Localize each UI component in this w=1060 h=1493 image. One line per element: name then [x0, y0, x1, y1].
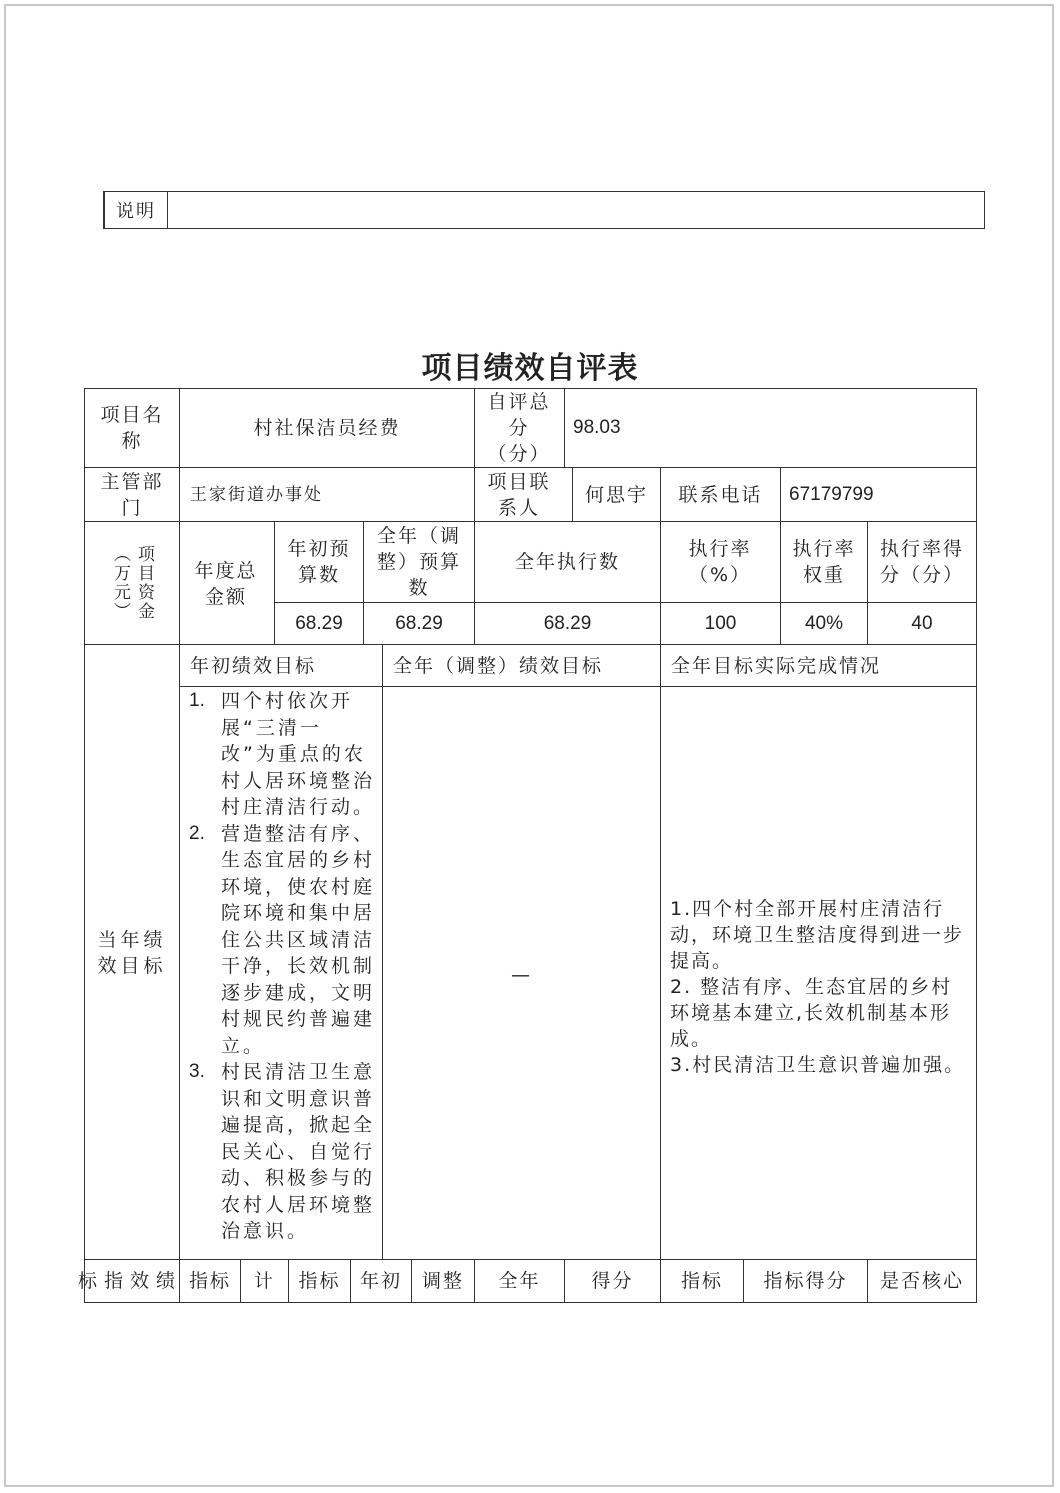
goals-actual-header: 全年目标实际完成情况: [671, 654, 882, 677]
actual-line: 2. 整洁有序、生态宜居的乡村环境基本建立,长效机制基本形成。: [670, 976, 953, 1050]
indicator-col-6: 全年: [498, 1270, 541, 1292]
indicator-col-2: 计: [253, 1270, 275, 1292]
funds-executed-label: 全年执行数: [514, 551, 620, 573]
project-name: 村社保洁员经费: [253, 417, 401, 439]
actual-line: 1.四个村全部开展村庄清洁行动，环境卫生整洁度得到进一步提高。: [670, 898, 965, 972]
phone-value: 67179799: [789, 483, 874, 505]
initial-goals-list: [186, 688, 376, 1245]
funds-weight-label: 执行率权重: [792, 538, 856, 586]
contact-value: 何思宇: [584, 483, 648, 506]
note-table: [103, 191, 985, 229]
list-item: 1. 四个村依次开展“三清一改”为重点的农村人居环境整治村庄清洁行动。: [189, 690, 376, 818]
indicator-col-5: 调整: [421, 1270, 464, 1292]
goals-initial-header: 年初绩效目标: [190, 654, 317, 677]
funds-initial-label: 年初预算数: [287, 538, 351, 586]
page-title: 项目绩效自评表: [421, 351, 639, 386]
phone-label: 联系电话: [678, 483, 763, 506]
funds-rate-label: 执行率（%）: [688, 538, 752, 586]
goals-adjusted-header: 全年（调整）绩效目标: [393, 654, 604, 677]
funds-executed-value: 68.29: [543, 612, 592, 634]
note-label: 说明: [105, 192, 168, 228]
indicator-col-10: 是否核心: [879, 1270, 964, 1292]
indicator-col-1: 指标: [188, 1270, 231, 1292]
indicator-col-4: 年初: [359, 1270, 402, 1292]
indicator-col-8: 指标: [680, 1270, 723, 1292]
project-name-label: 项目名称: [100, 404, 164, 452]
funds-adjusted-value: 68.29: [395, 612, 443, 634]
contact-label: 项目联系人: [487, 470, 551, 519]
dept-label: 主管部门: [100, 470, 164, 519]
actual-completion: [670, 896, 970, 1078]
funds-total-label: 年度总金额: [194, 560, 258, 608]
indicator-col-7: 得分: [591, 1270, 634, 1292]
funds-weight-value: 40%: [804, 612, 844, 634]
indicator-col-3: 指标: [298, 1270, 341, 1292]
list-item: 3. 村民清洁卫生意识和文明意识普遍提高，掀起全民关心、自觉行动、积极参与的农村人居环境整治意识。: [189, 1061, 376, 1242]
indicator-row-label: 绩效指标: [77, 1270, 182, 1292]
funds-score-label: 执行率得分（分）: [879, 538, 964, 586]
funds-score-value: 40: [911, 612, 933, 634]
indicator-col-9: 指标得分: [763, 1270, 848, 1292]
adjusted-goals-value: —: [511, 964, 532, 986]
funds-rate-value: 100: [704, 612, 737, 634]
funds-adjusted-label: 全年（调整）预算数: [376, 525, 461, 599]
actual-line: 3.村民清洁卫生意识普遍加强。: [670, 1054, 966, 1076]
funds-label: 项目资金（万元）: [110, 545, 154, 621]
funds-initial-value: 68.29: [295, 612, 343, 634]
goals-label: 当年绩效目标: [97, 929, 167, 977]
dept-value: 王家街道办事处: [190, 484, 323, 505]
score-label: 自评总分（分）: [487, 391, 551, 465]
total-score: 98.03: [573, 417, 621, 438]
list-item: 2. 营造整洁有序、生态宜居的乡村环境，使农村庭院环境和集中居住公共区域清洁干净，长效机制逐步建成，文明村规民约普遍建立。: [189, 822, 376, 1057]
